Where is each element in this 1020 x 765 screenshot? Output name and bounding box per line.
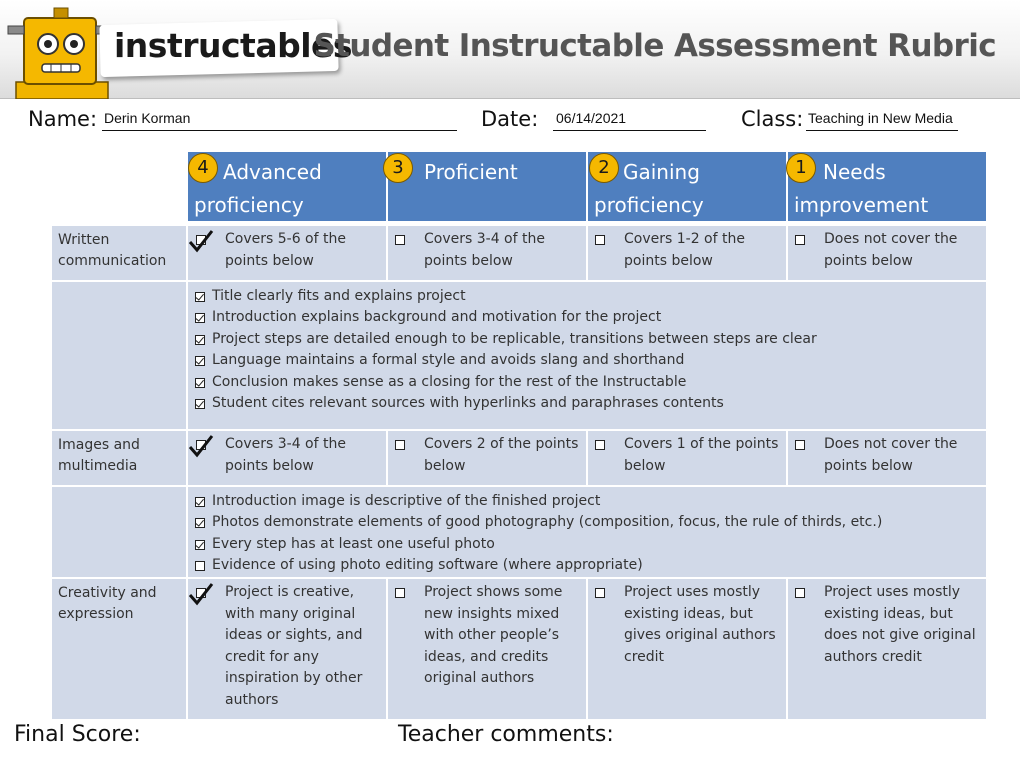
- criterion-item[interactable]: Language maintains a formal style and avoids slang and shorthand: [195, 350, 817, 371]
- level-label: Gaining proficiency: [594, 160, 704, 217]
- criterion-item[interactable]: Introduction explains background and motivation for the project: [195, 307, 817, 328]
- level-text: Project shows some new insights mixed with other people’s ideas, and credits original authors: [424, 584, 563, 686]
- criterion-item[interactable]: Photos demonstrate elements of good photography (composition, focus, the rule of thirds, etc.): [195, 512, 882, 533]
- criterion-checkbox[interactable]: [195, 540, 205, 550]
- criteria-list: [195, 491, 882, 577]
- corner-cell: [51, 151, 187, 222]
- level-checkbox[interactable]: [595, 588, 605, 598]
- level-text: Does not cover the points below: [824, 436, 958, 474]
- criterion-checkbox[interactable]: [195, 292, 205, 302]
- criterion-item[interactable]: Conclusion makes sense as a closing for the rest of the Instructable: [195, 372, 817, 393]
- level-text: Covers 5-6 of the points below: [225, 231, 346, 269]
- name-field[interactable]: Derin Korman: [104, 110, 191, 126]
- level-header-3: [387, 151, 587, 222]
- row-label: Written communication: [58, 232, 167, 269]
- final-score-label: Final Score:: [14, 722, 141, 747]
- level-cell[interactable]: [787, 225, 987, 281]
- date-underline: [553, 130, 706, 131]
- checkmark-icon: [188, 583, 214, 607]
- level-label: Advanced proficiency: [194, 160, 322, 217]
- level-badge-4: 4: [188, 153, 218, 183]
- level-checkbox[interactable]: [395, 235, 405, 245]
- level-checkbox[interactable]: [795, 235, 805, 245]
- level-checkbox[interactable]: [795, 588, 805, 598]
- row-label-cell: [51, 430, 187, 486]
- page-title: Student Instructable Assessment Rubric: [313, 28, 996, 64]
- level-cell[interactable]: [787, 430, 987, 486]
- criterion-checkbox[interactable]: [195, 335, 205, 345]
- class-field[interactable]: Teaching in New Media: [808, 110, 953, 126]
- criterion-checkbox[interactable]: [195, 313, 205, 323]
- level-cell[interactable]: [587, 430, 787, 486]
- name-label: Name:: [28, 107, 98, 131]
- level-cell[interactable]: [387, 225, 587, 281]
- level-cell[interactable]: [187, 430, 387, 486]
- row-label: Images and multimedia: [58, 437, 140, 474]
- page-header: [0, 0, 1020, 99]
- criterion-checkbox[interactable]: [195, 356, 205, 366]
- checkmark-icon: [188, 230, 214, 254]
- level-cell[interactable]: [587, 225, 787, 281]
- criterion-item[interactable]: Every step has at least one useful photo: [195, 534, 882, 555]
- criterion-checkbox[interactable]: [195, 497, 205, 507]
- criterion-item[interactable]: Introduction image is descriptive of the finished project: [195, 491, 882, 512]
- level-text: Covers 3-4 of the points below: [225, 436, 346, 474]
- level-cell[interactable]: [387, 430, 587, 486]
- criteria-label-cell: [51, 486, 187, 578]
- row-label-cell: [51, 225, 187, 281]
- level-checkbox[interactable]: [595, 235, 605, 245]
- level-cell[interactable]: [187, 225, 387, 281]
- criteria-cell: [187, 281, 987, 430]
- level-text: Project uses mostly existing ideas, but gives original authors credit: [624, 584, 776, 665]
- criteria-label-cell: [51, 281, 187, 430]
- level-cell[interactable]: [587, 578, 787, 720]
- level-text: Covers 1 of the points below: [624, 436, 779, 474]
- level-badge-1: 1: [786, 153, 816, 183]
- level-checkbox[interactable]: [795, 440, 805, 450]
- class-label: Class:: [741, 107, 804, 131]
- criteria-list: [195, 286, 817, 414]
- criterion-item[interactable]: Title clearly fits and explains project: [195, 286, 817, 307]
- criterion-checkbox[interactable]: [195, 378, 205, 388]
- checkmark-icon: [188, 435, 214, 459]
- date-label: Date:: [481, 107, 539, 131]
- level-checkbox[interactable]: [395, 440, 405, 450]
- criterion-item[interactable]: Project steps are detailed enough to be replicable, transitions between steps are clear: [195, 329, 817, 350]
- level-text: Does not cover the points below: [824, 231, 958, 269]
- level-cell[interactable]: [187, 578, 387, 720]
- level-cell[interactable]: [387, 578, 587, 720]
- criterion-item[interactable]: Evidence of using photo editing software (where appropriate): [195, 555, 882, 576]
- name-underline: [102, 130, 457, 131]
- level-badge-3: 3: [383, 153, 413, 183]
- date-field[interactable]: 06/14/2021: [556, 110, 627, 126]
- level-checkbox[interactable]: [595, 440, 605, 450]
- criterion-checkbox[interactable]: [195, 518, 205, 528]
- level-cell[interactable]: [787, 578, 987, 720]
- criterion-item[interactable]: Student cites relevant sources with hyperlinks and paraphrases contents: [195, 393, 817, 414]
- level-text: Covers 2 of the points below: [424, 436, 579, 474]
- criteria-cell: [187, 486, 987, 578]
- criterion-checkbox[interactable]: [195, 399, 205, 409]
- logo-text: instructables: [114, 26, 353, 65]
- class-underline: [806, 130, 958, 131]
- row-label-cell: [51, 578, 187, 720]
- level-label: Needs improvement: [794, 160, 929, 217]
- level-text: Project uses mostly existing ideas, but does not give original authors credit: [824, 584, 976, 665]
- row-label: Creativity and expression: [58, 585, 157, 622]
- level-text: Covers 1-2 of the points below: [624, 231, 745, 269]
- criterion-checkbox[interactable]: [195, 561, 205, 571]
- level-text: Covers 3-4 of the points below: [424, 231, 545, 269]
- level-label: Proficient: [424, 160, 518, 184]
- teacher-comments-label: Teacher comments:: [398, 722, 614, 747]
- level-header-1: [787, 151, 987, 222]
- level-checkbox[interactable]: [395, 588, 405, 598]
- level-text: Project is creative, with many original ideas or sights, and credit for any inspiration by other authors: [225, 584, 363, 708]
- level-badge-2: 2: [589, 153, 619, 183]
